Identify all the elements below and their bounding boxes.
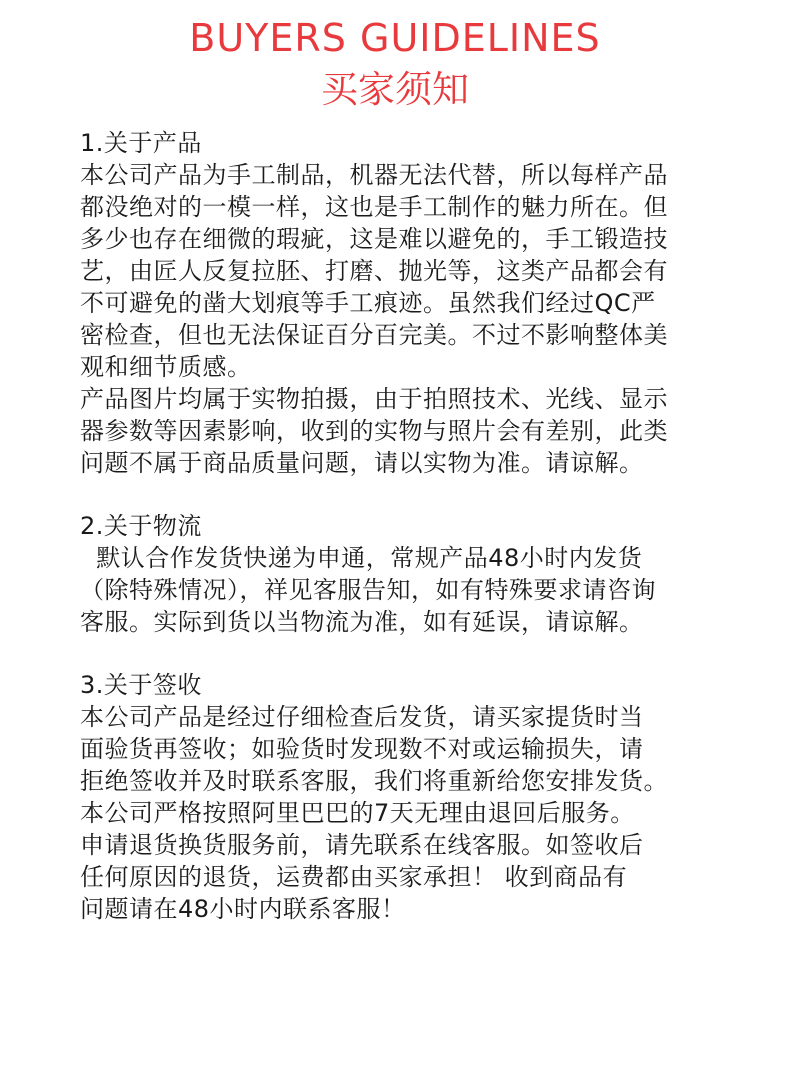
paragraph-line: 本公司严格按照阿里巴巴的7天无理由退回后服务。 [80,799,635,827]
paragraph-line: 都没绝对的一模一样，这也是手工制作的魅力所在。但 [80,193,668,221]
paragraph-line: 产品图片均属于实物拍摄，由于拍照技术、光线、显示 [80,385,668,413]
paragraph-line: 任何原因的退货，运费都由买家承担！ 收到商品有 [80,863,628,891]
page-title-chinese: 买家须知 [321,68,469,111]
paragraph-line: （除特殊情况），祥见客服告知，如有特殊要求请咨询 [80,576,656,604]
paragraph-line: 申请退货换货服务前，请先联系在线客服。如签收后 [80,831,644,859]
paragraph-line: 密检查，但也无法保证百分百完美。不过不影响整体美 [80,321,668,349]
paragraph-line: 艺，由匠人反复拉胚、打磨、抛光等，这类产品都会有 [80,257,668,285]
paragraph-line: 问题不属于商品质量问题，请以实物为准。请谅解。 [80,449,644,477]
paragraph-line: 观和细节质感。 [80,353,252,381]
paragraph-line: 本公司产品为手工制品，机器无法代替，所以每样产品 [80,161,668,189]
paragraph-line: 客服。实际到货以当物流为准，如有延误，请谅解。 [80,608,644,636]
paragraph-line: 问题请在48小时内联系客服！ [80,895,406,923]
paragraph-line: 器参数等因素影响，收到的实物与照片会有差别，此类 [80,417,668,445]
guidelines-content [80,127,720,956]
paragraph-line: 面验货再签收；如验货时发现数不对或运输损失，请 [80,735,644,763]
section-products [80,127,720,479]
paragraph-line: 多少也存在细微的瑕疵，这是难以避免的，手工锻造技 [80,225,668,253]
section-heading-receipt: 3.关于签收 [80,671,202,699]
section-heading-logistics: 2.关于物流 [80,512,202,540]
section-logistics [80,510,720,638]
paragraph-line: 默认合作发货快递为申通，常规产品48小时内发货 [80,544,643,572]
paragraph-line: 本公司产品是经过仔细检查后发货，请买家提货时当 [80,703,644,731]
section-heading-products: 1.关于产品 [80,129,202,157]
paragraph-line: 拒绝签收并及时联系客服，我们将重新给您安排发货。 [80,767,668,795]
page-title-english: BUYERS GUIDELINES [189,16,601,60]
page-header [0,14,790,116]
paragraph-line: 不可避免的凿大划痕等手工痕迹。虽然我们经过QC严 [80,289,656,317]
section-receipt [80,669,720,925]
